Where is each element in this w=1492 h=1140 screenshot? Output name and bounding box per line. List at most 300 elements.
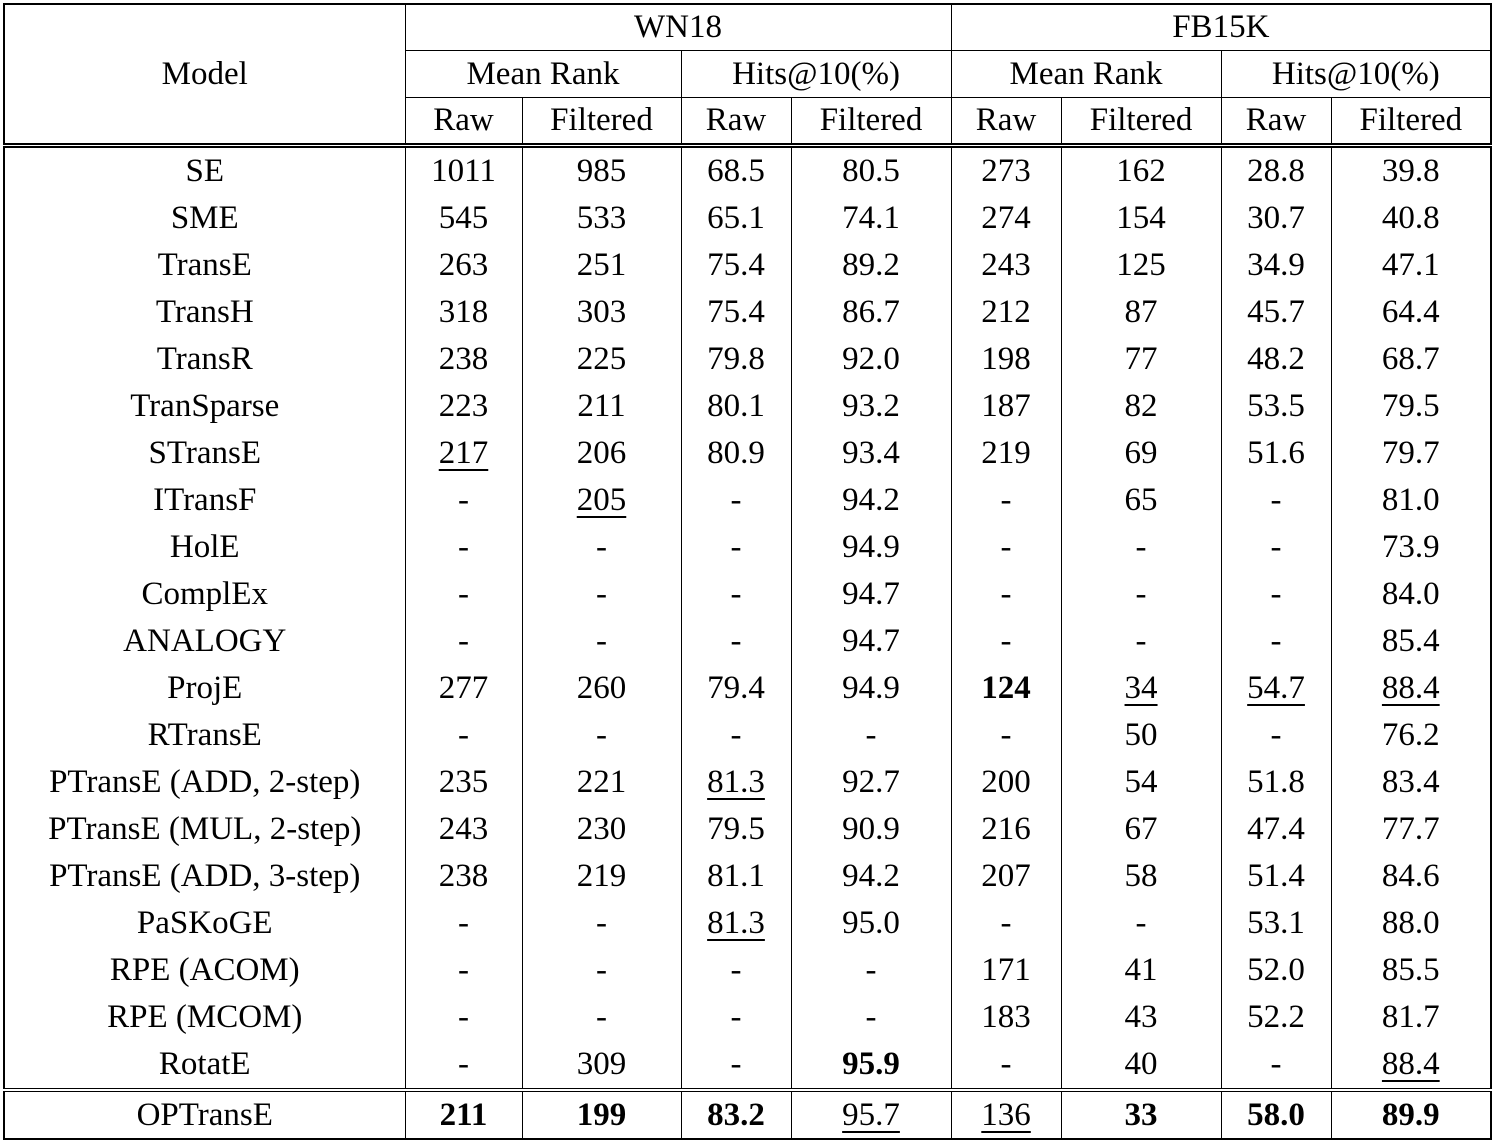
value-cell <box>1061 1090 1221 1139</box>
value: 187 <box>981 388 1031 424</box>
table-row <box>4 900 1491 947</box>
value-cell <box>951 477 1061 524</box>
value-cell <box>1061 146 1221 196</box>
value-cell <box>1331 146 1491 196</box>
value: 238 <box>438 341 489 377</box>
value: 274 <box>981 200 1031 236</box>
value: 309 <box>576 1046 627 1082</box>
value: - <box>1270 529 1282 565</box>
value: 50 <box>1124 717 1158 753</box>
value-cell <box>681 1090 791 1139</box>
value-cell <box>1331 618 1491 665</box>
setting-header-filtered: Filtered <box>1331 98 1491 146</box>
value: 81.7 <box>1381 999 1440 1035</box>
value: 1011 <box>431 153 496 189</box>
value-cell <box>405 289 522 336</box>
model-name-cell: RPE (ACOM) <box>4 947 405 994</box>
value: 47.4 <box>1247 811 1305 847</box>
table-row <box>4 712 1491 759</box>
best-value: 33 <box>1124 1096 1158 1133</box>
value: 86.7 <box>842 294 900 330</box>
value-cell <box>522 947 681 994</box>
value-cell <box>405 383 522 430</box>
value-cell <box>681 712 791 759</box>
model-name-cell: RPE (MCOM) <box>4 994 405 1041</box>
value-cell <box>791 947 951 994</box>
value: 51.6 <box>1247 435 1305 471</box>
value: 80.5 <box>842 153 900 189</box>
value-cell <box>791 665 951 712</box>
value-cell <box>1221 242 1331 289</box>
value-cell <box>1331 759 1491 806</box>
value: - <box>458 623 469 659</box>
value: - <box>458 482 469 518</box>
model-name-cell: TransH <box>4 289 405 336</box>
value: - <box>596 952 607 988</box>
model-name-cell: OPTransE <box>4 1090 405 1139</box>
table-row <box>4 947 1491 994</box>
value-cell <box>522 571 681 618</box>
setting-header-raw: Raw <box>681 98 791 146</box>
value: - <box>1000 1046 1012 1082</box>
value-cell <box>681 477 791 524</box>
value: - <box>596 999 607 1035</box>
model-name-cell: RTransE <box>4 712 405 759</box>
value: 54 <box>1124 764 1158 800</box>
value-cell <box>681 195 791 242</box>
setting-header-filtered: Filtered <box>522 98 681 146</box>
value-cell <box>1331 524 1491 571</box>
value-cell <box>951 665 1061 712</box>
value-cell <box>522 383 681 430</box>
value: 263 <box>438 247 489 283</box>
value: 69 <box>1124 435 1158 471</box>
value-cell <box>522 806 681 853</box>
value-cell <box>1061 712 1221 759</box>
value: - <box>1270 576 1282 612</box>
setting-header-filtered: Filtered <box>791 98 951 146</box>
value: - <box>865 952 877 988</box>
value: - <box>458 576 469 612</box>
value: 545 <box>438 200 489 236</box>
value: 219 <box>981 435 1031 471</box>
table-row <box>4 242 1491 289</box>
value: 95.0 <box>842 905 900 941</box>
value: 200 <box>981 764 1031 800</box>
value-cell <box>791 806 951 853</box>
value: 260 <box>576 670 627 706</box>
value: 64.4 <box>1381 294 1440 330</box>
value-cell <box>681 665 791 712</box>
best-value: 199 <box>576 1096 627 1133</box>
value: 212 <box>981 294 1031 330</box>
table-row <box>4 477 1491 524</box>
value: 94.7 <box>842 576 900 612</box>
value: 211 <box>577 388 626 424</box>
value-cell <box>791 383 951 430</box>
value-cell <box>1221 195 1331 242</box>
value: 52.2 <box>1247 999 1305 1035</box>
best-value: 95.9 <box>842 1046 900 1082</box>
value-cell <box>951 146 1061 196</box>
value: - <box>458 717 469 753</box>
value: 30.7 <box>1247 200 1305 236</box>
value: 80.9 <box>707 435 765 471</box>
value: 94.9 <box>842 529 900 565</box>
value-cell <box>522 665 681 712</box>
value: 34.9 <box>1247 247 1305 283</box>
value-cell <box>681 242 791 289</box>
value-cell <box>522 430 681 477</box>
value-cell <box>405 853 522 900</box>
value: 162 <box>1116 153 1166 189</box>
value-cell <box>1221 289 1331 336</box>
value: - <box>730 717 742 753</box>
value-cell <box>951 1090 1061 1139</box>
value-cell <box>1221 900 1331 947</box>
value-cell <box>405 947 522 994</box>
value: 28.8 <box>1247 153 1305 189</box>
value: 92.7 <box>842 764 900 800</box>
value-cell <box>681 759 791 806</box>
value-cell <box>1221 477 1331 524</box>
value-cell <box>681 1041 791 1090</box>
value: 51.4 <box>1247 858 1305 894</box>
model-name-cell: TransE <box>4 242 405 289</box>
value-cell <box>791 289 951 336</box>
value-cell <box>1331 242 1491 289</box>
value: 74.1 <box>842 200 900 236</box>
value-cell <box>405 994 522 1041</box>
value: - <box>730 482 742 518</box>
value: 53.1 <box>1247 905 1305 941</box>
value-cell <box>681 336 791 383</box>
header-row-datasets <box>4 4 1491 51</box>
value: - <box>1000 623 1012 659</box>
value: - <box>730 999 742 1035</box>
value-cell <box>405 712 522 759</box>
metric-header-wn18-mean-rank: Mean Rank <box>405 51 681 98</box>
value-cell <box>1061 759 1221 806</box>
model-name-cell: PTransE (MUL, 2-step) <box>4 806 405 853</box>
value-cell <box>405 618 522 665</box>
value: 93.2 <box>842 388 900 424</box>
value: 79.5 <box>1381 388 1440 424</box>
value-cell <box>681 383 791 430</box>
table-row <box>4 195 1491 242</box>
value-cell <box>1061 571 1221 618</box>
value: 219 <box>576 858 627 894</box>
value: - <box>730 623 742 659</box>
value: - <box>865 717 877 753</box>
value-cell <box>951 900 1061 947</box>
model-name-cell: ProjE <box>4 665 405 712</box>
second-best-value: 88.4 <box>1381 1046 1440 1082</box>
value: - <box>730 529 742 565</box>
value-cell <box>405 1041 522 1090</box>
value-cell <box>681 524 791 571</box>
value-cell <box>1331 289 1491 336</box>
second-best-value: 54.7 <box>1247 670 1305 706</box>
value: 318 <box>438 294 489 330</box>
value: 87 <box>1124 294 1158 330</box>
setting-header-raw: Raw <box>951 98 1061 146</box>
model-name-cell: PTransE (ADD, 3-step) <box>4 853 405 900</box>
table-row <box>4 665 1491 712</box>
value-cell <box>1221 336 1331 383</box>
value: - <box>458 905 469 941</box>
value-cell <box>791 618 951 665</box>
value: - <box>596 717 607 753</box>
value-cell <box>405 759 522 806</box>
table-row <box>4 571 1491 618</box>
value: 94.9 <box>842 670 900 706</box>
value-cell <box>1221 665 1331 712</box>
value: - <box>596 576 607 612</box>
model-name-cell: ANALOGY <box>4 618 405 665</box>
value: 77 <box>1124 341 1158 377</box>
table-row <box>4 430 1491 477</box>
value: - <box>730 1046 742 1082</box>
value: - <box>730 576 742 612</box>
value-cell <box>1331 195 1491 242</box>
table-row <box>4 759 1491 806</box>
value-cell <box>791 712 951 759</box>
second-best-value: 88.4 <box>1381 670 1440 706</box>
value-cell <box>951 383 1061 430</box>
value-cell <box>1061 289 1221 336</box>
value: 51.8 <box>1247 764 1305 800</box>
second-best-value: 217 <box>438 435 489 471</box>
value-cell <box>791 524 951 571</box>
value-cell <box>951 195 1061 242</box>
metric-header-wn18-hits10: Hits@10(%) <box>681 51 951 98</box>
value: 73.9 <box>1381 529 1440 565</box>
value-cell <box>791 571 951 618</box>
value: 154 <box>1116 200 1166 236</box>
value-cell <box>1061 430 1221 477</box>
value-cell <box>951 336 1061 383</box>
value-cell <box>951 806 1061 853</box>
value-cell <box>522 146 681 196</box>
value-cell <box>1331 571 1491 618</box>
value-cell <box>522 1090 681 1139</box>
value-cell <box>791 195 951 242</box>
value: 206 <box>576 435 627 471</box>
value: 243 <box>981 247 1031 283</box>
value-cell <box>1061 806 1221 853</box>
value-cell <box>522 524 681 571</box>
model-name-cell: STransE <box>4 430 405 477</box>
value: 94.7 <box>842 623 900 659</box>
value-cell <box>405 900 522 947</box>
value-cell <box>681 853 791 900</box>
value: - <box>1000 529 1012 565</box>
table-row <box>4 994 1491 1041</box>
setting-header-raw: Raw <box>1221 98 1331 146</box>
value-cell <box>791 994 951 1041</box>
value-cell <box>1061 900 1221 947</box>
value-cell <box>1331 900 1491 947</box>
table-row <box>4 336 1491 383</box>
value: - <box>865 999 877 1035</box>
model-name-cell: SME <box>4 195 405 242</box>
value: - <box>458 999 469 1035</box>
value: 41 <box>1124 952 1158 988</box>
value-cell <box>522 336 681 383</box>
value-cell <box>791 853 951 900</box>
model-name-cell: TransR <box>4 336 405 383</box>
table-row <box>4 383 1491 430</box>
value: 75.4 <box>707 247 765 283</box>
value: 79.4 <box>707 670 765 706</box>
value-cell <box>1221 947 1331 994</box>
value-cell <box>1221 1041 1331 1090</box>
value: 225 <box>576 341 627 377</box>
value-cell <box>1331 712 1491 759</box>
value: 238 <box>438 858 489 894</box>
value-cell <box>791 1090 951 1139</box>
value: - <box>1270 717 1282 753</box>
value: 94.2 <box>842 858 900 894</box>
value: 277 <box>438 670 489 706</box>
table-row <box>4 146 1491 196</box>
value: 82 <box>1124 388 1158 424</box>
value: 81.1 <box>707 858 765 894</box>
value: 48.2 <box>1247 341 1305 377</box>
value: 53.5 <box>1247 388 1305 424</box>
value-cell <box>1061 618 1221 665</box>
value-cell <box>951 289 1061 336</box>
value: 303 <box>576 294 627 330</box>
value-cell <box>405 336 522 383</box>
best-value: 83.2 <box>707 1096 765 1133</box>
value: 84.0 <box>1381 576 1440 612</box>
value: 40.8 <box>1381 200 1440 236</box>
value-cell <box>522 712 681 759</box>
value-cell <box>405 806 522 853</box>
value-cell <box>791 900 951 947</box>
value: - <box>730 952 742 988</box>
value: 985 <box>576 153 627 189</box>
value-cell <box>681 947 791 994</box>
value: 79.7 <box>1381 435 1440 471</box>
value-cell <box>681 571 791 618</box>
value-cell <box>951 242 1061 289</box>
model-name-cell: ITransF <box>4 477 405 524</box>
value: - <box>1270 623 1282 659</box>
value-cell <box>1331 994 1491 1041</box>
value-cell <box>405 571 522 618</box>
value-cell <box>791 1041 951 1090</box>
model-name-cell: HolE <box>4 524 405 571</box>
value: 65.1 <box>707 200 765 236</box>
table-row <box>4 618 1491 665</box>
value-cell <box>405 430 522 477</box>
value: 243 <box>438 811 489 847</box>
value: 221 <box>576 764 627 800</box>
value-cell <box>681 618 791 665</box>
value: - <box>1000 482 1012 518</box>
value: 47.1 <box>1381 247 1440 283</box>
value-cell <box>522 195 681 242</box>
value: 67 <box>1124 811 1158 847</box>
value: 207 <box>981 858 1031 894</box>
value: - <box>1270 1046 1282 1082</box>
value-cell <box>1331 1090 1491 1139</box>
value-cell <box>1221 759 1331 806</box>
value-cell <box>1221 524 1331 571</box>
value: 68.7 <box>1381 341 1440 377</box>
value: 251 <box>576 247 627 283</box>
model-name-cell: PaSKoGE <box>4 900 405 947</box>
value: 75.4 <box>707 294 765 330</box>
value-cell <box>681 994 791 1041</box>
value-cell <box>1061 336 1221 383</box>
value-cell <box>1061 383 1221 430</box>
value-cell <box>1061 665 1221 712</box>
dataset-header-fb15k: FB15K <box>951 4 1491 51</box>
value-cell <box>522 618 681 665</box>
value-cell <box>791 336 951 383</box>
value: 216 <box>981 811 1031 847</box>
value: 235 <box>438 764 489 800</box>
value: 273 <box>981 153 1031 189</box>
second-best-value: 136 <box>981 1096 1031 1133</box>
value-cell <box>681 289 791 336</box>
value-cell <box>951 994 1061 1041</box>
value-cell <box>522 289 681 336</box>
table-row <box>4 853 1491 900</box>
value: 85.4 <box>1381 623 1440 659</box>
value: 45.7 <box>1247 294 1305 330</box>
value: 39.8 <box>1381 153 1440 189</box>
value-cell <box>522 477 681 524</box>
table-row <box>4 289 1491 336</box>
value-cell <box>1061 947 1221 994</box>
value-cell <box>1221 383 1331 430</box>
second-best-value: 81.3 <box>707 764 765 800</box>
value-cell <box>681 430 791 477</box>
value: - <box>596 529 607 565</box>
value-cell <box>1221 1090 1331 1139</box>
value: 76.2 <box>1381 717 1440 753</box>
value-cell <box>1061 477 1221 524</box>
value-cell <box>1331 336 1491 383</box>
value-cell <box>405 195 522 242</box>
value: 81.0 <box>1381 482 1440 518</box>
value: 533 <box>576 200 627 236</box>
value-cell <box>1061 1041 1221 1090</box>
value: 183 <box>981 999 1031 1035</box>
metric-header-fb15k-mean-rank: Mean Rank <box>951 51 1221 98</box>
value-cell <box>1331 383 1491 430</box>
value: - <box>1000 905 1012 941</box>
best-value: 211 <box>439 1096 488 1133</box>
value-cell <box>951 618 1061 665</box>
second-best-value: 205 <box>576 482 627 518</box>
value-cell <box>1061 853 1221 900</box>
value: 40 <box>1124 1046 1158 1082</box>
table-row <box>4 806 1491 853</box>
best-value: 58.0 <box>1247 1096 1305 1133</box>
value-cell <box>522 1041 681 1090</box>
model-name-cell: PTransE (ADD, 2-step) <box>4 759 405 806</box>
second-best-value: 34 <box>1124 670 1158 706</box>
model-name-cell: ComplEx <box>4 571 405 618</box>
value-cell <box>1221 146 1331 196</box>
value: 65 <box>1124 482 1158 518</box>
